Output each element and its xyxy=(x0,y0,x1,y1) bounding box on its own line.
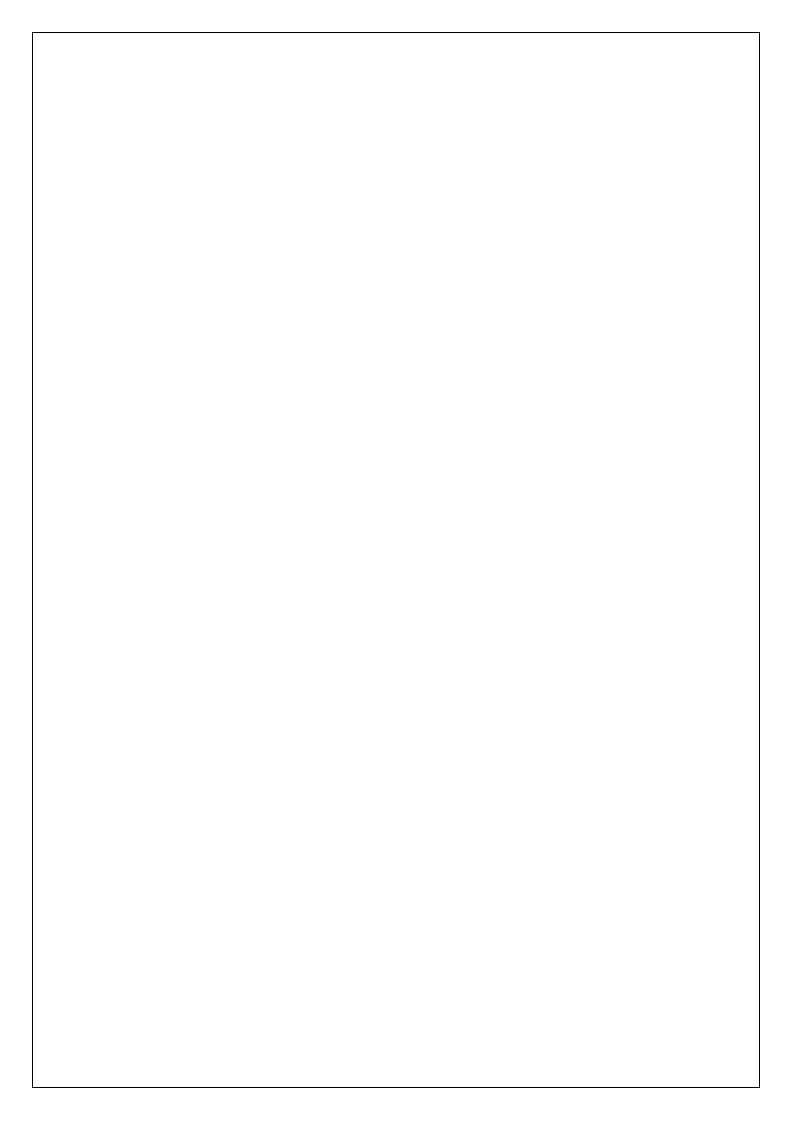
worksheet-frame xyxy=(32,32,760,1088)
